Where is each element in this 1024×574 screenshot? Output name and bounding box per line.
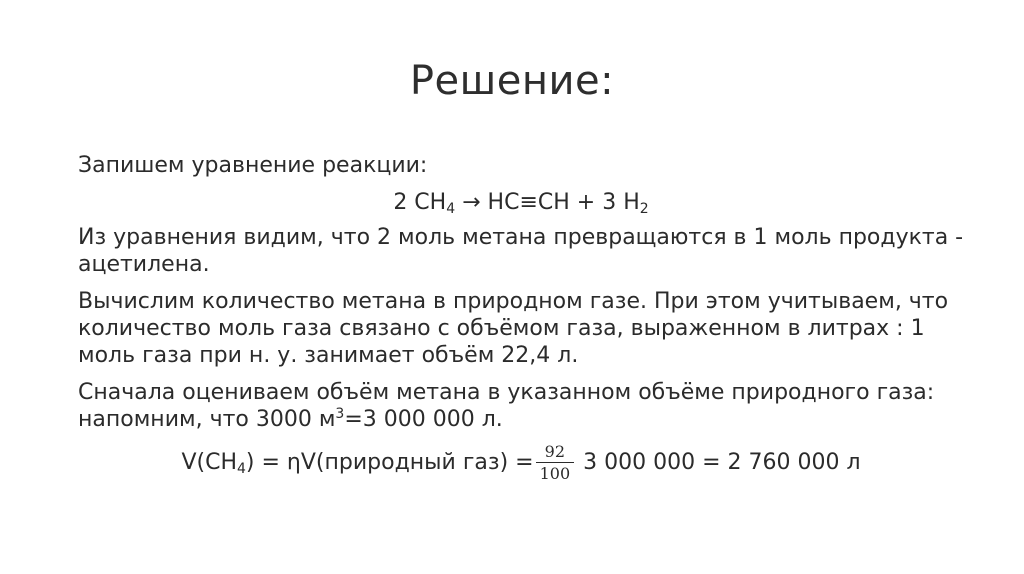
paragraph-volume <box>78 379 964 433</box>
formula-part1: V(CH <box>181 450 237 475</box>
formula-sub: 4 <box>237 461 246 477</box>
reaction-left: 2 CH <box>393 190 447 215</box>
volume-formula <box>78 443 964 483</box>
slide-body <box>78 152 964 483</box>
volume-text-after: =3 000 000 л. <box>344 407 503 432</box>
volume-sup: 3 <box>335 406 345 422</box>
reaction-sub-hydrogen: 2 <box>639 201 649 217</box>
intro-text: Запишем уравнение реакции: <box>78 153 428 178</box>
reaction-right: → HC≡CH + 3 H <box>455 190 640 215</box>
formula-part2: ) = ηV(природный газ) = <box>245 450 534 475</box>
paragraph-ratio: Из уравнения видим, что 2 моль метана превращаются в 1 моль продукта - ацетилена. <box>78 225 964 277</box>
reaction-sub-methane: 4 <box>446 201 456 217</box>
fraction-denominator: 100 <box>539 464 571 483</box>
fraction-numerator: 92 <box>536 443 575 463</box>
formula-fraction <box>536 443 575 483</box>
paragraph-methane-amount: Вычислим количество метана в природном газе. При этом учитываем, что количество моль газа связано с объёмом газа, выраженном в литрах : 1 моль газа при н. у. занимает объём 22,4 л. <box>78 289 949 368</box>
volume-text-before: Сначала оцениваем объём метана в указанном объёме природного газа: напомним, что 3000 м <box>78 380 935 432</box>
reaction-equation <box>78 189 964 216</box>
slide-title: Решение: <box>409 58 615 104</box>
formula-part3: 3 000 000 = 2 760 000 л <box>576 450 861 475</box>
